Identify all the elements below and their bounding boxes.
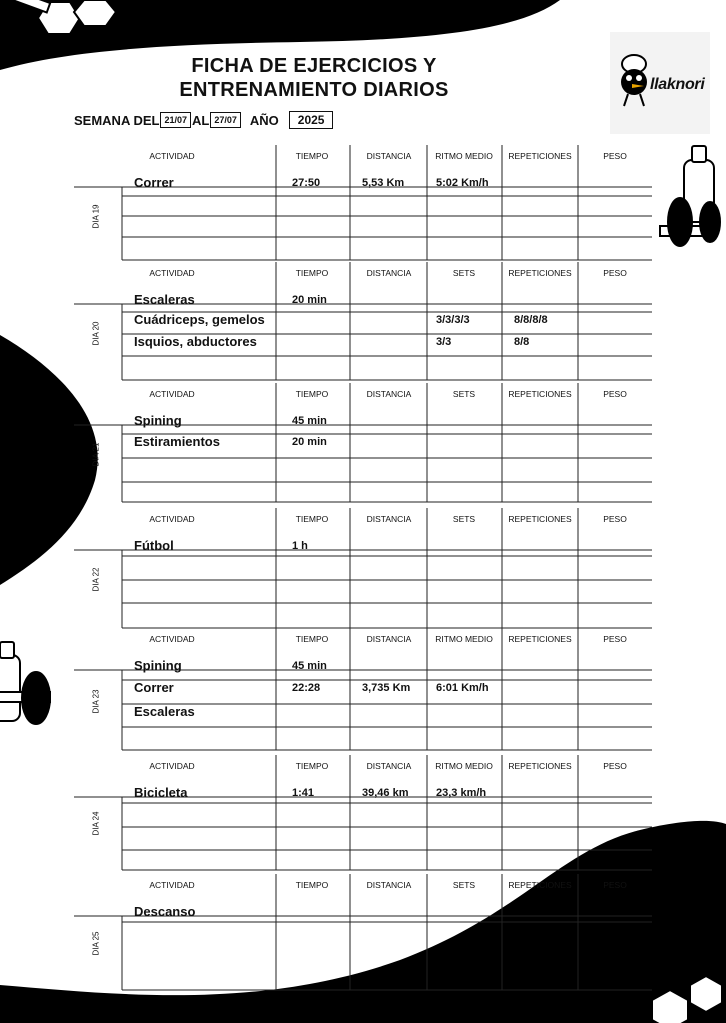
column-header-distancia: DISTANCIA [366, 880, 412, 890]
activity-cell[interactable]: Correr [134, 680, 174, 695]
activity-cell[interactable]: Fútbol [134, 538, 174, 553]
tiempo-cell[interactable]: 20 min [292, 436, 327, 448]
col4-cell[interactable]: 3/3 [436, 336, 452, 348]
day-label: DIA 22 [91, 567, 101, 592]
column-header-sets: SETS [452, 514, 476, 524]
tiempo-cell[interactable]: 22:28 [292, 682, 321, 694]
column-header-ritmo: RITMO MEDIO [435, 761, 493, 771]
activity-cell[interactable]: Correr [134, 175, 174, 190]
column-header-peso: PESO [603, 514, 627, 524]
day-label: DIA 21 [91, 442, 101, 467]
column-header-repeticiones: REPETICIONES [508, 634, 572, 644]
repeticiones-cell[interactable]: 8/8/8/8 [514, 314, 548, 326]
col4-cell[interactable]: 6:01 Km/h [436, 682, 489, 694]
col4-cell[interactable]: 23,3 km/h [436, 787, 487, 799]
column-header-peso: PESO [603, 151, 627, 161]
distancia-cell[interactable]: 5,53 Km [362, 177, 405, 189]
column-header-actividad: ACTIVIDAD [149, 880, 195, 890]
tiempo-cell[interactable]: 1 h [292, 540, 308, 552]
activity-cell[interactable]: Bicicleta [134, 785, 188, 800]
week-from-label: SEMANA DEL [74, 112, 160, 128]
week-to-date[interactable]: 27/07 [210, 112, 241, 128]
week-to-label: AL [192, 112, 210, 128]
column-header-distancia: DISTANCIA [366, 389, 412, 399]
column-header-actividad: ACTIVIDAD [149, 514, 195, 524]
repeticiones-cell[interactable]: 8/8 [514, 336, 530, 348]
tiempo-cell[interactable]: 45 min [292, 660, 327, 672]
column-header-sets: SETS [452, 389, 476, 399]
column-header-repeticiones: REPETICIONES [508, 514, 572, 524]
column-header-actividad: ACTIVIDAD [149, 151, 195, 161]
column-header-tiempo: TIEMPO [295, 880, 329, 890]
tiempo-cell[interactable]: 1:41 [292, 787, 315, 799]
column-header-tiempo: TIEMPO [295, 514, 329, 524]
column-header-ritmo: RITMO MEDIO [435, 634, 493, 644]
column-header-repeticiones: REPETICIONES [508, 880, 572, 890]
column-header-tiempo: TIEMPO [295, 634, 329, 644]
col4-cell[interactable]: 3/3/3/3 [436, 314, 470, 326]
activity-cell[interactable]: Estiramientos [134, 434, 220, 449]
activity-cell[interactable]: Escaleras [134, 292, 195, 307]
column-header-peso: PESO [603, 880, 627, 890]
column-header-peso: PESO [603, 389, 627, 399]
column-header-tiempo: TIEMPO [295, 268, 329, 278]
activity-cell[interactable]: Spining [134, 413, 182, 428]
column-header-sets: SETS [452, 880, 476, 890]
day-label: DIA 23 [91, 689, 101, 714]
column-header-distancia: DISTANCIA [366, 761, 412, 771]
week-from-date[interactable]: 21/07 [160, 112, 191, 128]
column-header-distancia: DISTANCIA [366, 151, 412, 161]
day-label: DIA 20 [91, 321, 101, 346]
col4-cell[interactable]: 5:02 Km/h [436, 177, 489, 189]
activity-cell[interactable]: Escaleras [134, 704, 195, 719]
column-header-repeticiones: REPETICIONES [508, 389, 572, 399]
day-label: DIA 25 [91, 931, 101, 956]
column-header-actividad: ACTIVIDAD [149, 634, 195, 644]
year-label: AÑO [249, 112, 279, 128]
year-value[interactable]: 2025 [289, 111, 334, 129]
activity-cell[interactable]: Cuádriceps, gemelos [134, 312, 265, 327]
column-header-actividad: ACTIVIDAD [149, 761, 195, 771]
activity-cell[interactable]: Spining [134, 658, 182, 673]
activity-cell[interactable]: Isquios, abductores [134, 334, 257, 349]
column-header-tiempo: TIEMPO [295, 761, 329, 771]
column-header-actividad: ACTIVIDAD [149, 389, 195, 399]
column-header-repeticiones: REPETICIONES [508, 268, 572, 278]
column-header-peso: PESO [603, 268, 627, 278]
column-header-tiempo: TIEMPO [295, 389, 329, 399]
page-title: FICHA DE EJERCICIOS Y ENTRENAMIENTO DIARIOS [179, 55, 449, 101]
column-header-peso: PESO [603, 634, 627, 644]
column-header-distancia: DISTANCIA [366, 634, 412, 644]
column-header-distancia: DISTANCIA [366, 514, 412, 524]
day-label: DIA 24 [91, 811, 101, 836]
column-header-peso: PESO [603, 761, 627, 771]
tiempo-cell[interactable]: 27:50 [292, 177, 321, 189]
column-header-repeticiones: REPETICIONES [508, 151, 572, 161]
column-header-repeticiones: REPETICIONES [508, 761, 572, 771]
column-header-tiempo: TIEMPO [295, 151, 329, 161]
distancia-cell[interactable]: 3,735 Km [362, 682, 411, 694]
column-header-actividad: ACTIVIDAD [149, 268, 195, 278]
column-header-sets: SETS [452, 268, 476, 278]
activity-cell[interactable]: Descanso [134, 904, 196, 919]
column-header-ritmo: RITMO MEDIO [435, 151, 493, 161]
tiempo-cell[interactable]: 20 min [292, 294, 327, 306]
tiempo-cell[interactable]: 45 min [292, 415, 327, 427]
day-label: DIA 19 [91, 204, 101, 229]
brand-logo-text: llaknori [650, 76, 705, 93]
column-header-distancia: DISTANCIA [366, 268, 412, 278]
distancia-cell[interactable]: 39,46 km [362, 787, 409, 799]
